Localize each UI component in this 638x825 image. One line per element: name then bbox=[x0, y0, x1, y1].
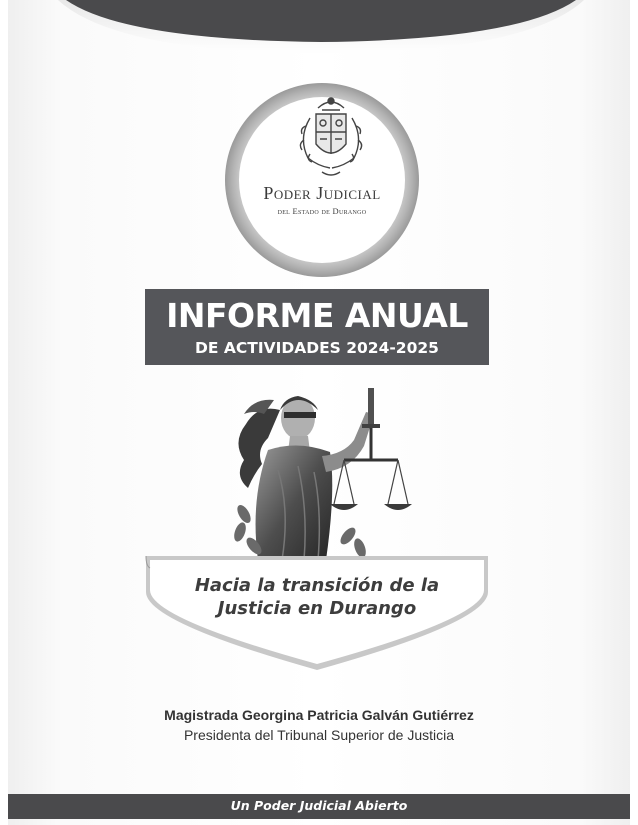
coat-of-arms-icon bbox=[292, 92, 370, 182]
organization-name: Poder Judicial bbox=[263, 183, 381, 203]
lady-justice-icon bbox=[218, 380, 418, 560]
report-title-box bbox=[145, 289, 489, 365]
organization-subname: del Estado de Durango bbox=[277, 206, 367, 216]
motto-line2: Justicia en Durango bbox=[217, 598, 417, 619]
author-name: Magistrada Georgina Patricia Galván Gutiérrez bbox=[164, 707, 474, 723]
motto-text bbox=[150, 574, 484, 620]
motto-line1: Hacia la transición de la bbox=[194, 575, 440, 596]
footer-bar bbox=[8, 794, 630, 819]
footer-text: Un Poder Judicial Abierto bbox=[230, 798, 408, 813]
report-subtitle: DE ACTIVIDADES 2024-2025 bbox=[195, 339, 439, 357]
report-title: INFORME ANUAL bbox=[166, 296, 468, 335]
top-banner bbox=[58, 0, 584, 55]
author-role: Presidenta del Tribunal Superior de Justicia bbox=[183, 727, 455, 743]
